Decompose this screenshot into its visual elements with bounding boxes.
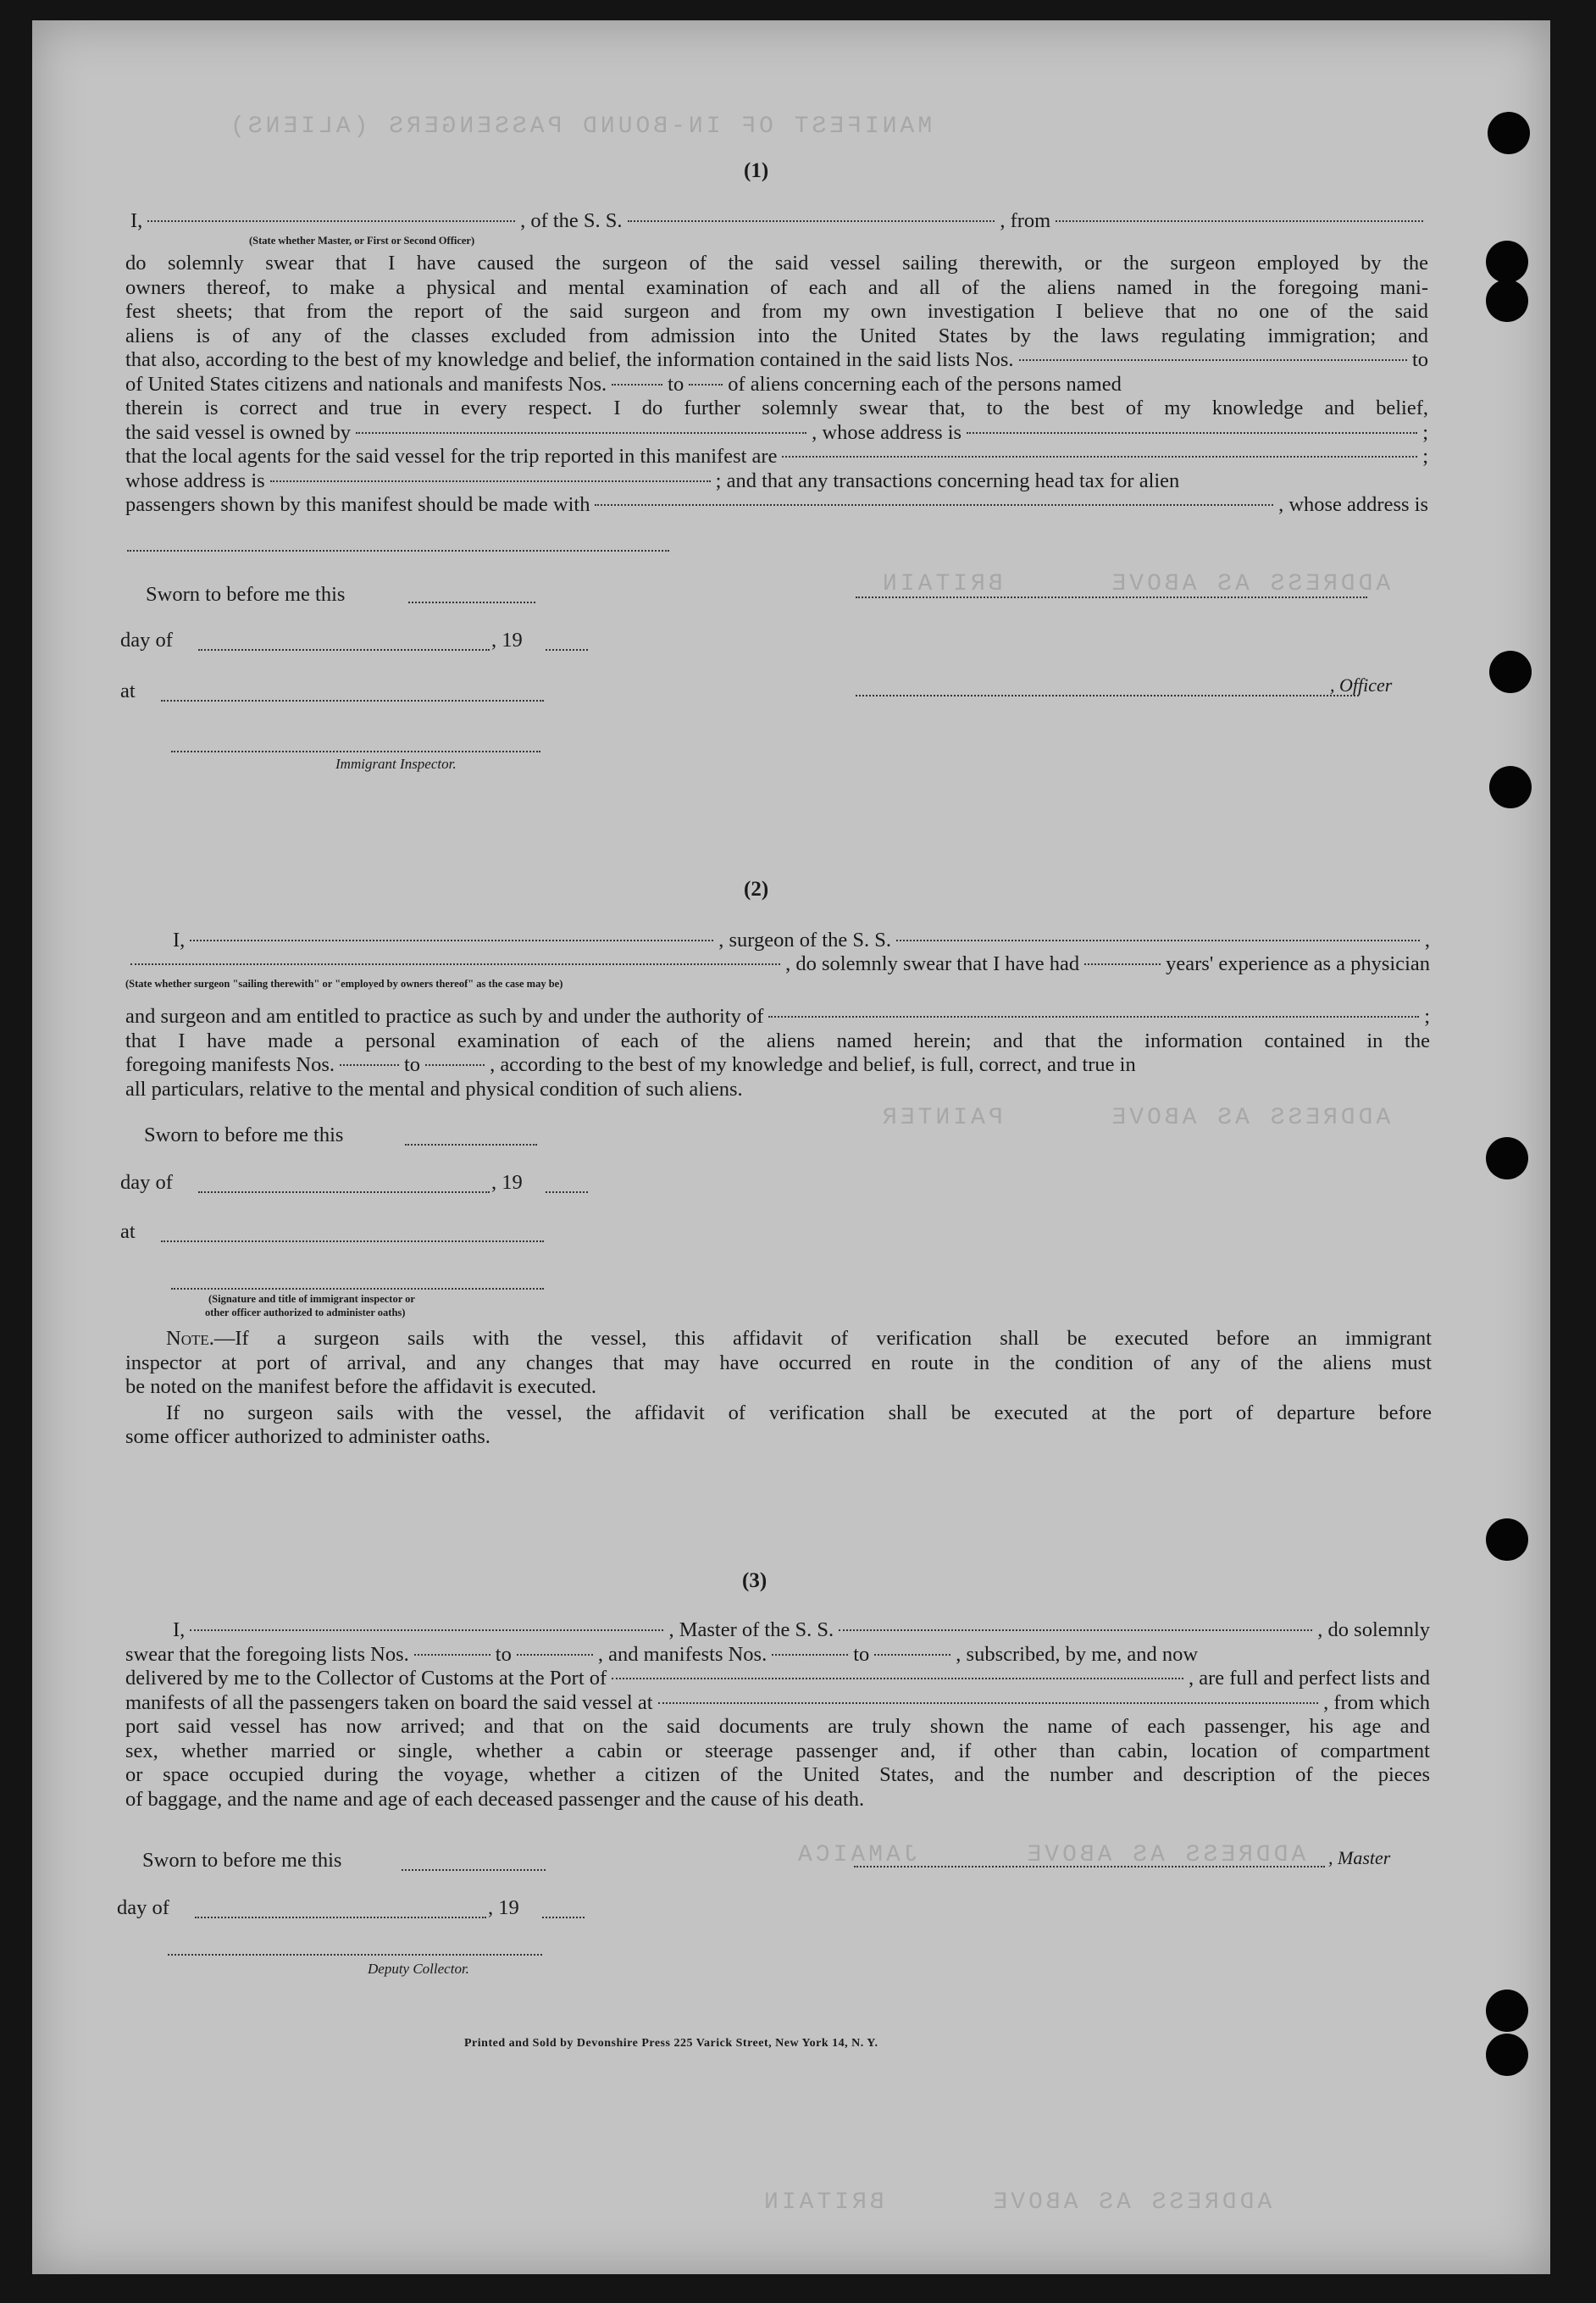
collector-label: Deputy Collector.	[368, 1961, 469, 1977]
section2-manifests-line	[125, 1053, 1430, 1078]
section1-intro-pre: I,	[130, 209, 143, 232]
section2-years: years' experience as a physician	[1166, 952, 1430, 975]
local-agents-field[interactable]	[782, 456, 1417, 458]
officer-title-field[interactable]	[856, 695, 1359, 696]
section2-line-d: all particulars, relative to the mental and physical condition of such aliens.	[125, 1077, 743, 1101]
section3-line-b-pre: delivered by me to the Collector of Customs at the Port of	[125, 1667, 607, 1690]
section3-port-line	[125, 1667, 1430, 1691]
to-label: to	[668, 372, 684, 396]
master-manifests-to-field[interactable]	[874, 1654, 950, 1656]
section3-line-c-end: , from which	[1323, 1690, 1430, 1714]
section2-line-c-pre: foregoing manifests Nos.	[125, 1053, 335, 1076]
section3-intro-mid: , Master of the S. S.	[668, 1618, 834, 1641]
agent-address-field[interactable]	[270, 480, 711, 482]
officer-label: , Officer	[1330, 674, 1393, 696]
head-tax-party-field[interactable]	[595, 504, 1273, 506]
section3-boarding-line	[125, 1691, 1430, 1716]
note-line-2: inspector at port of arrival, and any changes that may have occurred en route in the condition of any of the aliens must	[125, 1351, 1432, 1374]
section2-intro-line: I, , surgeon of the S. S. ,	[173, 929, 1431, 952]
sworn-day-field-1[interactable]	[408, 602, 535, 603]
inspector-signature-field[interactable]	[171, 751, 540, 752]
section3-lists-line	[125, 1643, 1430, 1668]
section2-body	[125, 1005, 1430, 1102]
surgeon-manifests-to-field[interactable]	[425, 1064, 485, 1066]
officer-signature-field[interactable]	[856, 597, 1367, 598]
to-label: to	[495, 1642, 512, 1666]
section3-line-a-end: , subscribed, by me, and now	[956, 1642, 1199, 1666]
year-label-2: , 19	[491, 1171, 523, 1194]
section2-intro-pre: I,	[173, 929, 186, 952]
inspector-label: Immigrant Inspector.	[335, 756, 457, 772]
section2-line-c-post: , according to the best of my knowledge and belief, is full, correct, and true in	[490, 1053, 1136, 1076]
year-field-2[interactable]	[546, 1191, 588, 1193]
at-label-1: at	[120, 680, 136, 702]
bleed-through-texture: ADDRESS AS ABOVE BRITAIN	[879, 571, 1391, 597]
signature-note-2: other officer authorized to administer oaths)	[205, 1307, 406, 1318]
collector-signature-field[interactable]	[168, 1954, 542, 1956]
section3-line-a-pre: swear that the foregoing lists Nos.	[125, 1642, 409, 1666]
owner-address-field[interactable]	[967, 432, 1417, 434]
sworn-label-1: Sworn to before me this	[146, 583, 346, 606]
punch-hole	[1486, 1137, 1528, 1179]
day-of-field-1[interactable]	[198, 649, 490, 651]
printer-imprint: Printed and Sold by Devonshire Press 225 Varick Street, New York 14, N. Y.	[464, 2037, 878, 2050]
officer-name-field[interactable]	[147, 220, 515, 222]
bleed-through-texture: MANIFEST OF IN-BOUND PASSENGERS (ALIENS)	[227, 114, 933, 140]
punch-hole	[1488, 112, 1530, 154]
section3-body-line: or space occupied during the voyage, whether a citizen of the United States, and the number and description of the pieces	[125, 1763, 1430, 1786]
master-vessel-field[interactable]	[839, 1629, 1312, 1631]
punch-hole	[1489, 651, 1532, 693]
to-label: to	[853, 1642, 870, 1666]
section3-intro-end: , do solemnly	[1317, 1618, 1431, 1641]
vessel-name-field[interactable]	[628, 220, 995, 222]
master-name-field[interactable]	[190, 1629, 663, 1631]
section3-line-b-end: , are full and perfect lists and	[1188, 1667, 1430, 1690]
punch-hole	[1486, 2034, 1528, 2076]
of-aliens-text: of aliens concerning each of the persons named	[728, 372, 1122, 396]
section2-swear: , do solemnly swear that I have had	[785, 952, 1080, 975]
punch-hole	[1486, 280, 1528, 322]
master-manifests-from-field[interactable]	[772, 1654, 848, 1656]
surgeon-manifests-from-field[interactable]	[340, 1064, 399, 1066]
authority-field[interactable]	[768, 1016, 1419, 1018]
manifests-from-field[interactable]	[612, 384, 662, 386]
section1-body-line: therein is correct and true in every respect. I do further solemnly swear that, to the best of my knowledge and belief,	[125, 397, 1428, 419]
section1-body-line: fest sheets; that from the report of the said surgeon and from my own investigation I believe that no one of the said	[125, 300, 1428, 323]
day-of-label-3: day of	[117, 1896, 169, 1919]
day-of-label-1: day of	[120, 629, 173, 652]
section3-body-line: port said vessel has now arrived; and that on the said documents are truly shown the name of each passenger, his age and	[125, 1715, 1430, 1738]
section1-body-line: whose address is	[125, 469, 265, 492]
surgeon-name-field[interactable]	[190, 940, 713, 941]
section1-owner-line: the said vessel is owned by , whose address is ;	[125, 420, 1429, 444]
year-label-1: , 19	[491, 629, 523, 652]
year-label-3: , 19	[488, 1896, 519, 1919]
departure-port-field[interactable]	[1056, 220, 1423, 222]
section2-line-a: and surgeon and am entitled to practice as such by and under the authority of	[125, 1005, 764, 1028]
section3-line-c-pre: manifests of all the passengers taken on board the said vessel at	[125, 1690, 653, 1714]
master-lists-to-field[interactable]	[517, 1654, 593, 1656]
section3-body-line: of baggage, and the name and age of each deceased passenger and the cause of his death.	[125, 1787, 865, 1811]
sworn-label-2: Sworn to before me this	[144, 1124, 344, 1146]
to-label: to	[404, 1053, 421, 1076]
manifests-to-field[interactable]	[689, 384, 723, 386]
section1-intro-from: , from	[1000, 209, 1051, 232]
boarding-port-field[interactable]	[658, 1702, 1319, 1704]
head-tax-address-field[interactable]	[127, 550, 669, 552]
section3-line-a-mid: , and manifests Nos.	[597, 1642, 768, 1666]
year-field-1[interactable]	[546, 649, 588, 651]
year-field-3[interactable]	[542, 1917, 585, 1918]
section3-intro-pre: I,	[173, 1618, 186, 1641]
note-line-4: If no surgeon sails with the vessel, the affidavit of verification shall be executed at the port of departure before	[166, 1401, 1432, 1424]
section1-body-line: aliens is of any of the classes excluded from admission into the United States by the laws regulating immigration; and	[125, 324, 1428, 347]
transactions-text: ; and that any transactions concerning head tax for alien	[715, 469, 1180, 492]
section2-intro-mid: , surgeon of the S. S.	[718, 929, 891, 952]
collector-port-field[interactable]	[612, 1678, 1183, 1679]
section1-body	[125, 252, 1428, 518]
note-block	[125, 1327, 1432, 1450]
master-lists-from-field[interactable]	[414, 1654, 490, 1656]
section1-agent-address-line	[125, 469, 1428, 494]
note-line-1: Note.—If a surgeon sails with the vessel, this affidavit of verification shall be executed before an immigrant	[166, 1327, 1432, 1350]
section1-intro-mid: , of the S. S.	[520, 209, 623, 232]
section3-intro-line	[125, 1618, 1430, 1643]
section1-body-line: of United States citizens and nationals and manifests Nos.	[125, 372, 607, 396]
section1-body-line: the said vessel is owned by	[125, 420, 352, 444]
at-label-2: at	[120, 1220, 136, 1243]
to-label: to	[1411, 348, 1428, 371]
day-of-field-3[interactable]	[195, 1917, 486, 1918]
sworn-day-field-3[interactable]	[402, 1869, 546, 1871]
day-of-label-2: day of	[120, 1171, 173, 1194]
section3-body	[125, 1618, 1430, 1812]
section1-manifests-line	[125, 373, 1428, 397]
day-of-field-2[interactable]	[198, 1191, 490, 1193]
section1-body-line: that also, according to the best of my knowledge and belief, the information contained in the said lists Nos.	[125, 348, 1014, 371]
whose-address-label: , whose address is	[1278, 493, 1428, 516]
at-field-2[interactable]	[161, 1240, 544, 1242]
surgeon-status-field[interactable]	[130, 963, 780, 965]
section1-agents-line: that the local agents for the said vessel for the trip reported in this manifest are ;	[125, 445, 1428, 468]
sworn-day-field-2[interactable]	[405, 1144, 537, 1146]
bleed-through-texture: ADDRESS AS ABOVE PAINTER	[879, 1105, 1391, 1131]
officer-note: (State whether Master, or First or Second Officer)	[249, 235, 475, 247]
section-number-2: (2)	[744, 878, 769, 901]
citizen-lists-from-field[interactable]	[1019, 359, 1407, 361]
section3-body-line: sex, whether married or single, whether a cabin or steerage passenger and, if other than cabin, location of compartment	[125, 1739, 1430, 1762]
punch-hole	[1486, 1518, 1528, 1561]
signature-note-1: (Signature and title of immigrant inspector or	[208, 1293, 415, 1305]
note-label: Note.	[166, 1327, 214, 1350]
section2-line-b: that I have made a personal examination of each of the aliens named herein; and that the information contained in the	[125, 1029, 1430, 1052]
years-experience-field[interactable]	[1084, 963, 1161, 965]
bleed-through-texture: ADDRESS AS ABOVE JAMAICA	[795, 1842, 1306, 1868]
punch-hole	[1486, 1989, 1528, 2032]
section1-intro-line	[130, 209, 1428, 234]
punch-hole	[1486, 241, 1528, 283]
owner-field[interactable]	[356, 432, 806, 434]
section-number-3: (3)	[742, 1569, 768, 1592]
section2-swear-line	[125, 952, 1430, 977]
section1-headtax-line	[125, 493, 1428, 518]
punch-hole	[1489, 766, 1532, 808]
manifest-affidavit-page	[32, 20, 1550, 2274]
note-line-5: some officer authorized to administer oaths.	[125, 1425, 490, 1448]
inspector-signature-field-2[interactable]	[171, 1288, 544, 1290]
master-signature-field[interactable]	[854, 1866, 1325, 1867]
section1-lists-line	[125, 348, 1428, 373]
sworn-label-3: Sworn to before me this	[142, 1849, 342, 1872]
note-line-3: be noted on the manifest before the affidavit is executed.	[125, 1375, 597, 1398]
surgeon-note: (State whether surgeon "sailing therewith" or "employed by owners thereof" as the case may be)	[125, 978, 563, 990]
at-field-1[interactable]	[161, 700, 544, 702]
section1-body-line: that the local agents for the said vessel for the trip reported in this manifest are	[125, 445, 778, 468]
master-label: , Master	[1328, 1847, 1391, 1868]
whose-address-label: , whose address is	[812, 420, 962, 444]
surgeon-vessel-field[interactable]	[896, 940, 1420, 941]
section-number-1: (1)	[744, 159, 769, 182]
section2-authority-line: and surgeon and am entitled to practice as such by and under the authority of ;	[125, 1005, 1430, 1028]
section1-body-line: owners thereof, to make a physical and mental examination of each and all of the aliens named in the foregoing mani-	[125, 275, 1428, 299]
section1-body-line: passengers shown by this manifest should be made with	[125, 493, 590, 516]
bleed-through-texture: ADDRESS AS ABOVE BRITAIN	[761, 2189, 1272, 2216]
section1-body-line: do solemnly swear that I have caused the surgeon of the said vessel sailing therewith, or the surgeon employed by the	[125, 252, 1428, 275]
